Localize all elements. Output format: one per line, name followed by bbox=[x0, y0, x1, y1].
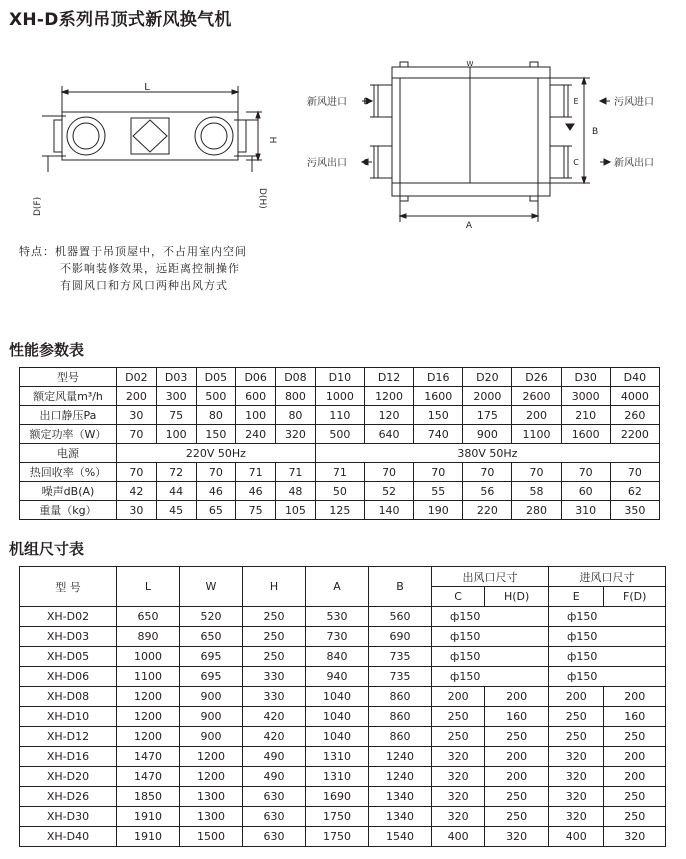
dim-outlet-round: ф150 bbox=[432, 627, 549, 647]
dim-cell: XH-D16 bbox=[20, 747, 117, 767]
dim-outlet-round: ф150 bbox=[432, 647, 549, 667]
perf-cell: 300 bbox=[156, 387, 196, 406]
dim-cell: 320 bbox=[548, 747, 603, 767]
perf-cell: 45 bbox=[156, 501, 196, 520]
perf-cell: 190 bbox=[414, 501, 463, 520]
dim-header-HD: H(D) bbox=[485, 587, 549, 607]
perf-cell: 2600 bbox=[512, 387, 561, 406]
dim-cell: 250 bbox=[432, 707, 485, 727]
perf-cell: 46 bbox=[196, 482, 236, 501]
dim-cell: 1340 bbox=[369, 787, 432, 807]
dim-cell: 650 bbox=[180, 627, 243, 647]
perf-cell: D10 bbox=[315, 368, 364, 387]
right-unit-diagram bbox=[370, 62, 590, 222]
dim-row bbox=[20, 727, 666, 747]
perf-cell: 600 bbox=[236, 387, 276, 406]
dim-cell: 200 bbox=[485, 767, 549, 787]
dim-cell: 1470 bbox=[117, 767, 180, 787]
dim-cell: 1300 bbox=[180, 787, 243, 807]
features-line-2: 不影响装修效果，远距离控制操作 bbox=[60, 262, 240, 275]
dim-H-label: H bbox=[267, 136, 277, 144]
dim-cell: 1200 bbox=[117, 727, 180, 747]
dim-cell: 1690 bbox=[306, 787, 369, 807]
dim-cell: 1200 bbox=[117, 707, 180, 727]
perf-cell: 70 bbox=[561, 463, 610, 482]
performance-table bbox=[19, 367, 660, 520]
dim-cell: 860 bbox=[369, 687, 432, 707]
dim-header-E: E bbox=[548, 587, 603, 607]
label-fresh-inlet: 新风进口 bbox=[307, 97, 347, 108]
unit-diagrams bbox=[0, 40, 686, 240]
dim-A-label: A bbox=[465, 221, 473, 231]
dim-cell: 1040 bbox=[306, 707, 369, 727]
perf-cell: 70 bbox=[463, 463, 512, 482]
perf-cell: 150 bbox=[414, 406, 463, 425]
perf-row bbox=[20, 425, 660, 444]
dim-cell: 200 bbox=[485, 687, 549, 707]
perf-cell: 210 bbox=[561, 406, 610, 425]
perf-cell: 70 bbox=[117, 463, 157, 482]
perf-row bbox=[20, 482, 660, 501]
perf-cell: D16 bbox=[414, 368, 463, 387]
dim-cell: 250 bbox=[432, 727, 485, 747]
perf-cell: 280 bbox=[512, 501, 561, 520]
dim-L-label: L bbox=[144, 82, 150, 93]
perf-power-220: 220V 50Hz bbox=[117, 444, 316, 463]
dim-cell: 1200 bbox=[180, 747, 243, 767]
perf-power-380: 380V 50Hz bbox=[315, 444, 659, 463]
perf-cell: 3000 bbox=[561, 387, 610, 406]
dim-cell: 250 bbox=[604, 807, 666, 827]
perf-cell: 240 bbox=[236, 425, 276, 444]
perf-cell: 100 bbox=[156, 425, 196, 444]
dim-cell: 940 bbox=[306, 667, 369, 687]
perf-cell: 75 bbox=[156, 406, 196, 425]
perf-cell: 1600 bbox=[561, 425, 610, 444]
dim-row bbox=[20, 647, 666, 667]
dim-cell: 1240 bbox=[369, 747, 432, 767]
dim-cell: 1040 bbox=[306, 727, 369, 747]
dim-cell: 1340 bbox=[369, 807, 432, 827]
perf-cell: 70 bbox=[117, 425, 157, 444]
dim-cell: XH-D12 bbox=[20, 727, 117, 747]
dim-cell: 1910 bbox=[117, 807, 180, 827]
dim-cell: 250 bbox=[243, 647, 306, 667]
dim-cell: 900 bbox=[180, 727, 243, 747]
perf-cell: 71 bbox=[236, 463, 276, 482]
dim-row bbox=[20, 687, 666, 707]
perf-cell: 500 bbox=[315, 425, 364, 444]
dim-cell: 200 bbox=[485, 747, 549, 767]
dim-cell: 490 bbox=[243, 747, 306, 767]
perf-cell: 310 bbox=[561, 501, 610, 520]
dim-outlet-round: ф150 bbox=[432, 607, 549, 627]
perf-row-label: 出口静压Pa bbox=[20, 406, 117, 425]
dim-header-H: H bbox=[243, 567, 306, 607]
dim-cell: 320 bbox=[548, 767, 603, 787]
dim-cell: 250 bbox=[604, 727, 666, 747]
dim-row bbox=[20, 747, 666, 767]
perf-cell: 75 bbox=[236, 501, 276, 520]
perf-cell: 100 bbox=[236, 406, 276, 425]
dim-cell: 330 bbox=[243, 667, 306, 687]
perf-row bbox=[20, 501, 660, 520]
dim-header-inlet: 进风口尺寸 bbox=[548, 567, 665, 587]
dim-cell: 200 bbox=[432, 687, 485, 707]
dim-cell: 560 bbox=[369, 607, 432, 627]
dim-cell: 840 bbox=[306, 647, 369, 667]
perf-cell: 65 bbox=[196, 501, 236, 520]
dim-cell: 630 bbox=[243, 827, 306, 847]
dim-cell: 200 bbox=[604, 767, 666, 787]
dim-cell: 735 bbox=[369, 647, 432, 667]
dim-outlet-round: ф150 bbox=[432, 667, 549, 687]
dim-inlet-round: ф150 bbox=[548, 667, 665, 687]
dim-row bbox=[20, 827, 666, 847]
perf-row-label: 电源 bbox=[20, 444, 117, 463]
perf-cell: 42 bbox=[117, 482, 157, 501]
dim-cell: 900 bbox=[180, 687, 243, 707]
dim-cell: XH-D20 bbox=[20, 767, 117, 787]
perf-cell: 30 bbox=[117, 406, 157, 425]
dim-cell: 320 bbox=[548, 807, 603, 827]
dim-cell: 250 bbox=[548, 707, 603, 727]
dim-row bbox=[20, 707, 666, 727]
dim-cell: 200 bbox=[604, 687, 666, 707]
perf-cell: 72 bbox=[156, 463, 196, 482]
dim-cell: 1310 bbox=[306, 767, 369, 787]
dim-cell: 250 bbox=[604, 787, 666, 807]
dim-cell: 630 bbox=[243, 787, 306, 807]
perf-cell: 640 bbox=[364, 425, 413, 444]
dim-cell: 320 bbox=[432, 747, 485, 767]
dim-cell: 900 bbox=[180, 707, 243, 727]
label-fresh-outlet: 新风出口 bbox=[614, 158, 654, 169]
dim-cell: 630 bbox=[243, 807, 306, 827]
dim-cell: XH-D08 bbox=[20, 687, 117, 707]
dim-cell: XH-D05 bbox=[20, 647, 117, 667]
dim-cell: 1240 bbox=[369, 767, 432, 787]
perf-cell: 150 bbox=[196, 425, 236, 444]
features-line-3: 有圆风口和方风口两种出风方式 bbox=[60, 279, 228, 292]
dim-cell: 250 bbox=[485, 807, 549, 827]
perf-cell: 740 bbox=[414, 425, 463, 444]
perf-cell: 200 bbox=[512, 406, 561, 425]
dim-cell: 250 bbox=[485, 727, 549, 747]
dim-cell: 860 bbox=[369, 727, 432, 747]
perf-cell: D05 bbox=[196, 368, 236, 387]
dim-cell: XH-D26 bbox=[20, 787, 117, 807]
perf-cell: 70 bbox=[364, 463, 413, 482]
dim-header-A: A bbox=[306, 567, 369, 607]
perf-cell: 140 bbox=[364, 501, 413, 520]
dim-header-model: 型 号 bbox=[20, 567, 117, 607]
perf-row-label: 噪声dB(A) bbox=[20, 482, 117, 501]
dim-cell: XH-D30 bbox=[20, 807, 117, 827]
perf-cell: D08 bbox=[276, 368, 316, 387]
dim-cell: 695 bbox=[180, 647, 243, 667]
dim-E-left: E bbox=[363, 97, 369, 106]
perf-cell: 260 bbox=[610, 406, 659, 425]
dim-cell: 330 bbox=[243, 687, 306, 707]
dim-row bbox=[20, 607, 666, 627]
dim-header-outlet: 出风口尺寸 bbox=[432, 567, 549, 587]
perf-cell: D06 bbox=[236, 368, 276, 387]
dim-cell: XH-D10 bbox=[20, 707, 117, 727]
dim-cell: 320 bbox=[604, 827, 666, 847]
dim-B-label: B bbox=[592, 127, 599, 137]
perf-cell: 2000 bbox=[463, 387, 512, 406]
dim-cell: 320 bbox=[432, 807, 485, 827]
dim-row bbox=[20, 787, 666, 807]
perf-cell: 80 bbox=[276, 406, 316, 425]
dim-cell: 490 bbox=[243, 767, 306, 787]
perf-cell: 1600 bbox=[414, 387, 463, 406]
dim-row bbox=[20, 807, 666, 827]
dim-cell: 1200 bbox=[180, 767, 243, 787]
perf-cell: 110 bbox=[315, 406, 364, 425]
dim-cell: 730 bbox=[306, 627, 369, 647]
dim-cell: 1000 bbox=[117, 647, 180, 667]
dim-C-left: C bbox=[363, 158, 369, 167]
dim-W-label: W bbox=[466, 60, 474, 68]
perf-cell: 46 bbox=[236, 482, 276, 501]
dim-cell: 1300 bbox=[180, 807, 243, 827]
perf-cell: 70 bbox=[414, 463, 463, 482]
dim-cell: 860 bbox=[369, 707, 432, 727]
dim-cell: 400 bbox=[548, 827, 603, 847]
perf-cell: 50 bbox=[315, 482, 364, 501]
dim-row bbox=[20, 767, 666, 787]
dim-cell: 1500 bbox=[180, 827, 243, 847]
dim-inlet-round: ф150 bbox=[548, 627, 665, 647]
dim-cell: 890 bbox=[117, 627, 180, 647]
dim-DH-label: D(H) bbox=[257, 188, 267, 209]
dim-cell: 400 bbox=[432, 827, 485, 847]
dim-cell: 1540 bbox=[369, 827, 432, 847]
perf-cell: 70 bbox=[512, 463, 561, 482]
dim-row bbox=[20, 627, 666, 647]
perf-cell: D26 bbox=[512, 368, 561, 387]
dim-cell: 520 bbox=[180, 607, 243, 627]
dim-cell: 1310 bbox=[306, 747, 369, 767]
perf-row-label: 额定风量m³/h bbox=[20, 387, 117, 406]
dim-cell: 695 bbox=[180, 667, 243, 687]
perf-cell: 30 bbox=[117, 501, 157, 520]
dim-cell: 250 bbox=[485, 787, 549, 807]
perf-cell: 52 bbox=[364, 482, 413, 501]
perf-row bbox=[20, 463, 660, 482]
dim-cell: 250 bbox=[243, 607, 306, 627]
label-dirty-inlet: 污风进口 bbox=[614, 97, 654, 108]
dim-cell: 1910 bbox=[117, 827, 180, 847]
perf-row-label: 型号 bbox=[20, 368, 117, 387]
perf-cell: 220 bbox=[463, 501, 512, 520]
perf-cell: 4000 bbox=[610, 387, 659, 406]
dimensions-table bbox=[19, 566, 666, 847]
dim-cell: 1200 bbox=[117, 687, 180, 707]
dim-cell: 1100 bbox=[117, 667, 180, 687]
dim-C-right: C bbox=[573, 158, 579, 167]
perf-cell: 70 bbox=[610, 463, 659, 482]
dim-cell: XH-D40 bbox=[20, 827, 117, 847]
dim-header-L: L bbox=[117, 567, 180, 607]
perf-row bbox=[20, 387, 660, 406]
perf-cell: D02 bbox=[117, 368, 157, 387]
dim-cell: 200 bbox=[604, 747, 666, 767]
perf-cell: 1000 bbox=[315, 387, 364, 406]
perf-cell: 2200 bbox=[610, 425, 659, 444]
dim-DF-label: D(F) bbox=[33, 196, 43, 216]
dim-cell: 690 bbox=[369, 627, 432, 647]
dim-header-FD: F(D) bbox=[604, 587, 666, 607]
perf-cell: 350 bbox=[610, 501, 659, 520]
dim-cell: 1040 bbox=[306, 687, 369, 707]
perf-cell: D40 bbox=[610, 368, 659, 387]
dim-cell: 1750 bbox=[306, 807, 369, 827]
dimensions-section-title: 机组尺寸表 bbox=[9, 540, 85, 558]
label-dirty-outlet: 污风出口 bbox=[307, 158, 347, 169]
dim-cell: 200 bbox=[548, 687, 603, 707]
dim-cell: 250 bbox=[548, 727, 603, 747]
dim-cell: 650 bbox=[117, 607, 180, 627]
dim-cell: 160 bbox=[485, 707, 549, 727]
dim-cell: 320 bbox=[485, 827, 549, 847]
perf-cell: 60 bbox=[561, 482, 610, 501]
perf-cell: 1100 bbox=[512, 425, 561, 444]
perf-cell: 175 bbox=[463, 406, 512, 425]
perf-cell: D20 bbox=[463, 368, 512, 387]
dim-cell: 1470 bbox=[117, 747, 180, 767]
dim-cell: 250 bbox=[243, 627, 306, 647]
dim-cell: 1850 bbox=[117, 787, 180, 807]
perf-row-label: 热回收率（%） bbox=[20, 463, 117, 482]
perf-cell: 500 bbox=[196, 387, 236, 406]
dim-cell: 320 bbox=[548, 787, 603, 807]
features-line-1: 特点：机器置于吊顶屋中，不占用室内空间 bbox=[19, 245, 247, 258]
dim-inlet-round: ф150 bbox=[548, 607, 665, 627]
perf-cell: 80 bbox=[196, 406, 236, 425]
dim-cell: 735 bbox=[369, 667, 432, 687]
dim-cell: 420 bbox=[243, 727, 306, 747]
perf-cell: 71 bbox=[315, 463, 364, 482]
airflow-arrows bbox=[362, 98, 610, 165]
perf-header-row bbox=[20, 368, 660, 387]
perf-cell: 55 bbox=[414, 482, 463, 501]
dim-header-W: W bbox=[180, 567, 243, 607]
dim-cell: XH-D06 bbox=[20, 667, 117, 687]
dim-cell: 420 bbox=[243, 707, 306, 727]
perf-cell: 44 bbox=[156, 482, 196, 501]
perf-cell: 125 bbox=[315, 501, 364, 520]
dim-cell: 530 bbox=[306, 607, 369, 627]
dim-cell: 1750 bbox=[306, 827, 369, 847]
perf-cell: 70 bbox=[196, 463, 236, 482]
perf-cell: D30 bbox=[561, 368, 610, 387]
dim-cell: XH-D03 bbox=[20, 627, 117, 647]
perf-cell: 62 bbox=[610, 482, 659, 501]
perf-cell: 71 bbox=[276, 463, 316, 482]
dim-cell: 160 bbox=[604, 707, 666, 727]
perf-cell: 48 bbox=[276, 482, 316, 501]
left-unit-diagram bbox=[42, 86, 262, 172]
dim-cell: 320 bbox=[432, 767, 485, 787]
dim-header-row-1 bbox=[20, 567, 666, 587]
perf-cell: D03 bbox=[156, 368, 196, 387]
dim-header-C: C bbox=[432, 587, 485, 607]
perf-cell: 800 bbox=[276, 387, 316, 406]
perf-cell: 200 bbox=[117, 387, 157, 406]
perf-cell: 900 bbox=[463, 425, 512, 444]
perf-cell: 1200 bbox=[364, 387, 413, 406]
dim-inlet-round: ф150 bbox=[548, 647, 665, 667]
perf-power-row bbox=[20, 444, 660, 463]
perf-cell: 56 bbox=[463, 482, 512, 501]
perf-cell: 120 bbox=[364, 406, 413, 425]
perf-row bbox=[20, 406, 660, 425]
performance-section-title: 性能参数表 bbox=[9, 341, 85, 359]
page-title: XH-D系列吊顶式新风换气机 bbox=[9, 10, 232, 30]
dim-cell: XH-D02 bbox=[20, 607, 117, 627]
dim-cell: 320 bbox=[432, 787, 485, 807]
dim-E-right: E bbox=[573, 97, 579, 106]
features-text bbox=[19, 243, 247, 294]
dim-header-B: B bbox=[369, 567, 432, 607]
perf-cell: 105 bbox=[276, 501, 316, 520]
perf-cell: 58 bbox=[512, 482, 561, 501]
perf-cell: D12 bbox=[364, 368, 413, 387]
dim-row bbox=[20, 667, 666, 687]
perf-row-label: 额定功率（W） bbox=[20, 425, 117, 444]
perf-cell: 320 bbox=[276, 425, 316, 444]
perf-row-label: 重量（kg） bbox=[20, 501, 117, 520]
